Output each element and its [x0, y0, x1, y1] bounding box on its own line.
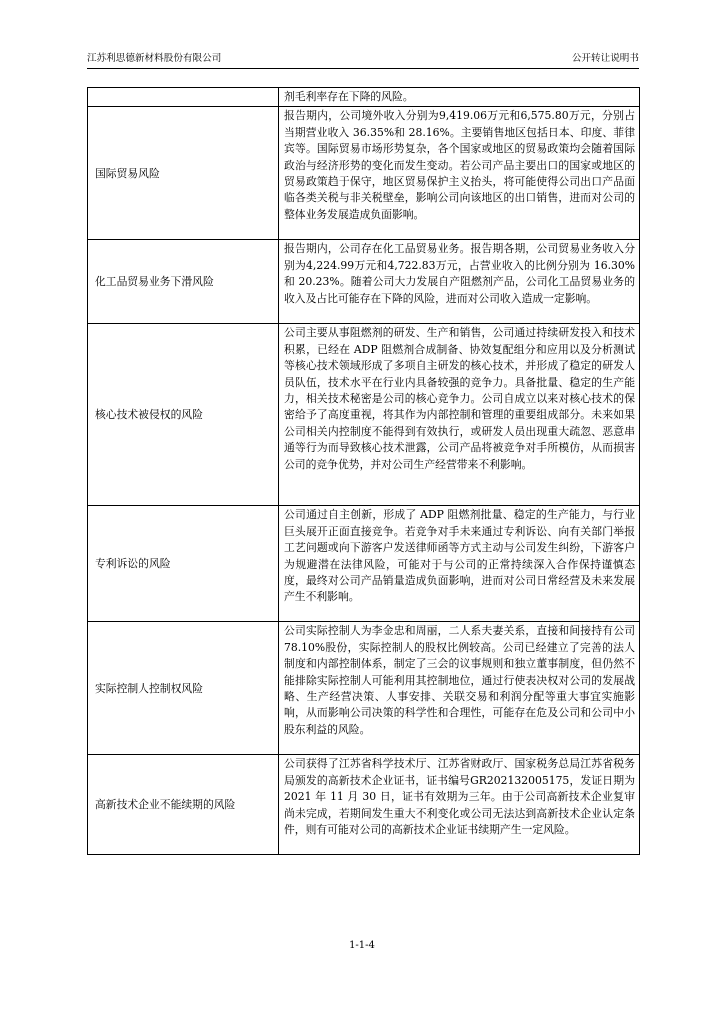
risk-name: 实际控制人控制权风险: [88, 622, 279, 755]
risk-description: 公司获得了江苏省科学技术厅、江苏省财政厅、国家税务总局江苏省税务局颁发的高新技术企业证书，证书编号GR202132005175，发证日期为 2021 年 11 月 30 日，证书有效期为三年。由于公司高新技术企业复审尚未完成，若期间发生重大不利变化或公司无法达到高新技术企业认定条件，则有可能对公司的高新技术企业证书续期产生一定风险。: [279, 755, 640, 855]
risk-name: 国际贸易风险: [88, 107, 279, 240]
risk-description: 公司主要从事阻燃剂的研发、生产和销售，公司通过持续研发投入和技术积累，已经在 ADP 阻燃剂合成制备、协效复配组分和应用以及分析测试等核心技术领域形成了多项自主研发的核心技术，并形成了稳定的研发人员队伍，技术水平在行业内具备较强的竞争力。具备批量、稳定的生产能力，相关技术秘密是公司的核心竞争力。公司自成立以来对核心技术的保密给予了高度重视，将其作为内部控制和管理的重要组成部分。未来如果公司相关内控制度不能得到有效执行，或研发人员出现重大疏忽、恶意串通等行为而导致核心技术泄露，公司产品将被竞争对手所模仿，从而损害公司的竞争优势，并对公司生产经营带来不利影响。: [279, 324, 640, 506]
risk-table: [87, 87, 640, 855]
risk-name: 高新技术企业不能续期的风险: [88, 755, 279, 855]
document-type: 公开转让说明书: [571, 53, 639, 64]
table-row: [88, 324, 640, 506]
risk-description: 报告期内，公司境外收入分别为9,419.06万元和6,575.80万元，分别占当期营业收入 36.35%和 28.16%。主要销售地区包括日本、印度、菲律宾等。国际贸易市场形势复杂，各个国家或地区的贸易政策均会随着国际政治与经济形势的变化而发生变动。若公司产品主要出口的国家或地区的贸易政策趋于保守，地区贸易保护主义抬头，将可能使得公司出口产品面临各类关税与非关税壁垒，影响公司向该地区的出口销售，进而对公司的整体业务发展造成负面影响。: [279, 107, 640, 240]
table-row: [88, 506, 640, 622]
table-row: [88, 88, 640, 107]
risk-description: 剂毛利率存在下降的风险。: [279, 88, 640, 107]
page-number: 1-1-4: [349, 940, 375, 951]
page-header: [87, 52, 639, 69]
risk-name: 化工品贸易业务下滑风险: [88, 240, 279, 324]
risk-description: 公司实际控制人为李金忠和周丽，二人系夫妻关系，直接和间接持有公司 78.10%股份，实际控制人的股权比例较高。公司已经建立了完善的法人制度和内部控制体系，制定了三会的议事规则和独立董事制度，但仍然不能排除实际控制人可能利用其控制地位，通过行使表决权对公司的发展战略、生产经营决策、人事安排、关联交易和利润分配等重大事宜实施影响，从而影响公司决策的科学性和合理性，可能存在危及公司和公司中小股东利益的风险。: [279, 622, 640, 755]
risk-description: 报告期内，公司存在化工品贸易业务。报告期各期，公司贸易业务收入分别为4,224.99万元和4,722.83万元，占营业收入的比例分别为 16.30%和 20.23%。随着公司大力发展自产阻燃剂产品，公司化工品贸易业务的收入及占比可能存在下降的风险，进而对公司收入造成一定影响。: [279, 240, 640, 324]
table-row: [88, 755, 640, 855]
table-row: [88, 622, 640, 755]
risk-name: 核心技术被侵权的风险: [88, 324, 279, 506]
table-row: [88, 107, 640, 240]
company-name: 江苏利思德新材料股份有限公司: [87, 53, 222, 64]
risk-name: 专利诉讼的风险: [88, 506, 279, 622]
risk-description: 公司通过自主创新，形成了 ADP 阻燃剂批量、稳定的生产能力，与行业巨头展开正面直接竞争。若竞争对手未来通过专利诉讼、向有关部门举报工艺问题或向下游客户发送律师函等方式主动与公司发生纠纷，下游客户为规避潜在法律风险，可能对于与公司的正常持续深入合作保持谨慎态度，最终对公司产品销量造成负面影响，进而对公司日常经营及未来发展产生不利影响。: [279, 506, 640, 622]
risk-name: [88, 88, 279, 107]
table-row: [88, 240, 640, 324]
